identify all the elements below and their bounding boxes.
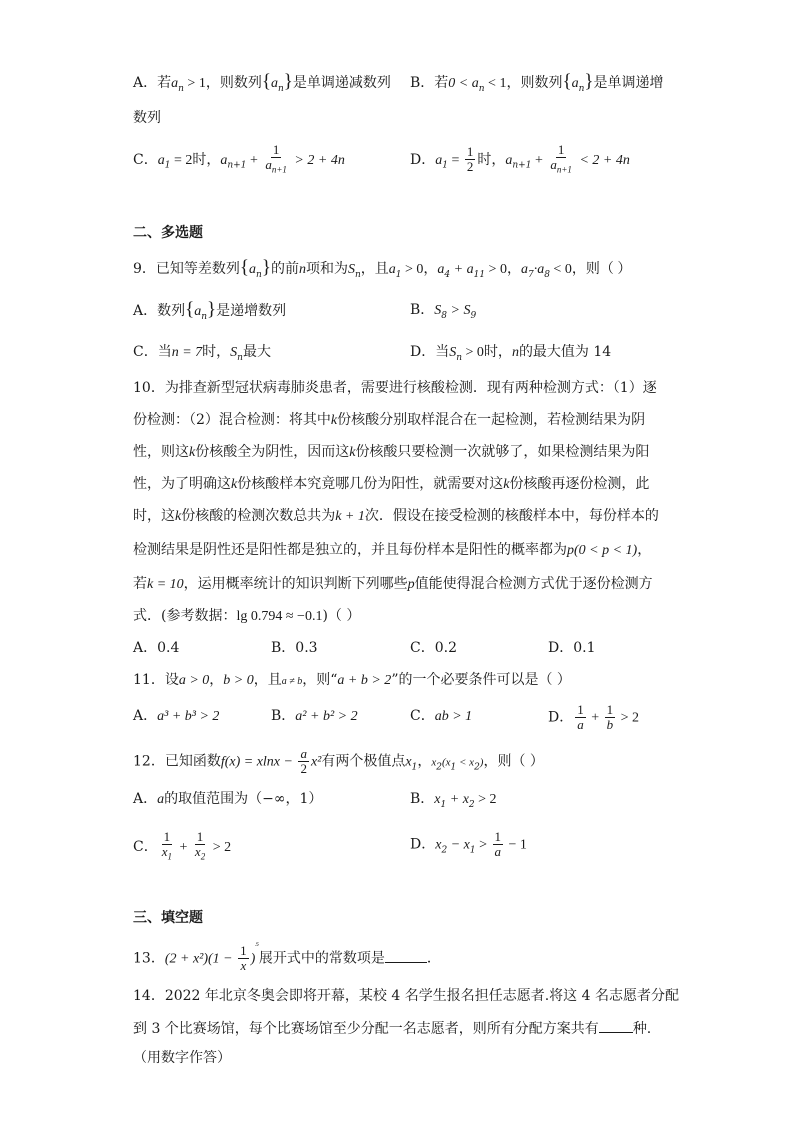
q8-option-b: B．若$0 < a_n < 1$，则数列$\{a_n\}$是单调递增 — [410, 71, 664, 94]
q11-option-a: A．a³ + b³ > 2 — [133, 708, 220, 724]
q10-option-c: C．0.2 — [410, 640, 457, 656]
q13-stem: 13．(2 + x²)(1 − $\frac{1}{x}$ )$^{^5}$展开式中的常数项是 ． — [133, 941, 441, 973]
q10-line-7: 若k = 10，运用概率统计的知识判断下列哪些p值能使得混合检测方式优于逐份检测方 — [133, 576, 653, 592]
section-fill-blank-title: 三、填空题 — [133, 910, 203, 926]
section-multi-choice-title: 二、多选题 — [133, 225, 203, 241]
q12-stem: 12．已知函数f(x) = xlnx − $\frac{a}{2}$ x²有两个极值点$x_1$，$x_2(x_1 < x_2)$，则（ ） — [133, 746, 544, 776]
q8-option-b-continued: 数列 — [133, 110, 161, 126]
q14-line-1: 14．2022 年北京冬奥会即将开幕，某校 4 名学生报名担任志愿者.将这 4 名志愿者分配 — [133, 988, 679, 1004]
q8-option-a: A．若$a_n > 1$，则数列$\{a_n\}$是单调递减数列 — [133, 71, 391, 94]
q11-option-d: D． $\frac{1}{a}$ + $\frac{1}{b}$ > 2 — [548, 702, 640, 732]
q14-answer-blank[interactable] — [599, 1018, 633, 1033]
q9-option-a: A．数列$\{a_n\}$是递增数列 — [133, 299, 287, 322]
q10-line-3: 性，则这k份核酸全为阴性，因而这k份核酸只要检测一次就够了，如果检测结果为阳 — [133, 444, 650, 460]
q14-line-3: （用数字作答） — [133, 1050, 231, 1066]
q12-option-d: D．$x_2 - x_1$ > $\frac{1}{a}$ − 1 — [410, 829, 527, 859]
q10-option-d: D．0.1 — [548, 640, 596, 656]
q13-answer-blank[interactable] — [385, 948, 427, 963]
q10-line-1: 10．为排查新型冠状病毒肺炎患者，需要进行核酸检测．现有两种检测方式：（1）逐 — [133, 380, 657, 396]
q12-option-c: C． $\frac{1}{x_1}$ + $\frac{1}{x_2}$ > 2 — [133, 829, 232, 862]
q10-line-4: 性，为了明确这k份核酸样本究竟哪几份为阳性，就需要对这k份核酸再逐份检测，此 — [133, 476, 650, 492]
q10-line-6: 检测结果是阴性还是阳性都是独立的，并且每份样本是阳性的概率都为p(0 < p < 1)， — [133, 542, 652, 558]
q9-option-b: B．$S_8 > S_9$ — [410, 302, 477, 321]
q9-stem: 9．已知等差数列$\{a_n\}$的前n项和为$S_n$，且$a_1 > 0$，$a_4 + a_{11} > 0$，$a_7\cdot a_8 < 0$，则（ ） — [133, 257, 632, 280]
q12-option-a: A．a的取值范围为（−∞，1） — [133, 791, 323, 807]
q10-line-5: 时，这k份核酸的检测次数总共为k + 1次．假设在接受检测的核酸样本中，每份样本的 — [133, 508, 659, 524]
q11-option-b: B．a² + b² > 2 — [271, 708, 358, 724]
q8-option-c: C．$a_1 = 2$时，$a_{n+1}$ + $\frac{1}{a_{n+1}}$ > 2 + 4n — [133, 142, 345, 175]
q9-option-c: C．当n = 7时，$S_n$最大 — [133, 344, 271, 363]
q10-option-b: B．0.3 — [271, 640, 318, 656]
q11-option-c: C．ab > 1 — [410, 708, 473, 724]
q11-stem: 11．设a > 0，b > 0，且a ≠ b，则“a + b > 2”的一个必要条件可以是（ ） — [133, 672, 571, 688]
q10-option-a: A．0.4 — [133, 640, 180, 656]
q10-line-2: 份检测：（2）混合检测：将其中k份核酸分别取样混合在一起检测，若检测结果为阴 — [133, 412, 646, 428]
q8-option-d: D．$a_1$ = $\frac{1}{2}$ 时，$a_{n+1}$ + $\frac{1}{a_{n+1}}$ < 2 + 4n — [410, 142, 630, 175]
q9-option-d: D．当$S_n > 0$时，n的最大值为 14 — [410, 344, 612, 363]
q10-line-8: 式．(参考数据：lg 0.794 ≈ −0.1)（ ） — [133, 608, 361, 624]
q14-line-2: 到 3 个比赛场馆，每个比赛场馆至少分配一名志愿者，则所有分配方案共有 种. — [133, 1018, 651, 1039]
q12-option-b: B．$x_1 + x_2 > 2$ — [410, 791, 497, 810]
